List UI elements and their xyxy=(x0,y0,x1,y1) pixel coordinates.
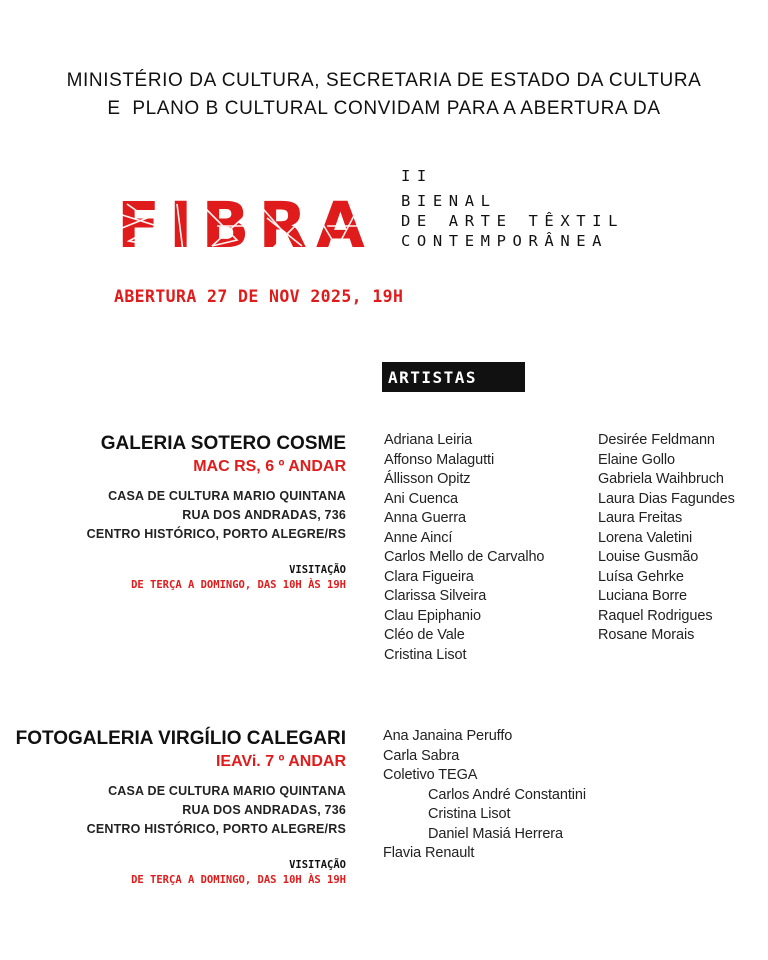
opening-date: ABERTURA 27 DE NOV 2025, 19H xyxy=(114,287,404,306)
venue-name: FOTOGALERIA VIRGÍLIO CALEGARI xyxy=(15,728,346,749)
venue-floor: MAC RS, 6 º ANDAR xyxy=(193,458,346,475)
address-line: RUA DOS ANDRADAS, 736 xyxy=(182,508,346,522)
artist-name: Cristina Lisot xyxy=(384,646,467,663)
collective-member: Daniel Masiá Herrera xyxy=(428,825,563,842)
address-line: CENTRO HISTÓRICO, PORTO ALEGRE/RS xyxy=(86,822,346,836)
visit-label: VISITAÇÃO xyxy=(289,564,346,576)
artist-name: Anna Guerra xyxy=(384,510,466,526)
collective-member: Cristina Lisot xyxy=(428,806,511,822)
artist-name: Raquel Rodrigues xyxy=(598,607,713,624)
artist-name: Clau Epiphanio xyxy=(384,607,481,624)
address-line: CASA DE CULTURA MARIO QUINTANA xyxy=(108,489,346,503)
venue-fotogaleria-virgilio-calegari xyxy=(16,727,346,888)
edition-number: II xyxy=(401,167,433,185)
artist-name: Flavia Renault xyxy=(383,845,475,861)
artist-list-venue-1-col-1 xyxy=(384,431,544,665)
bienal-line-3: CONTEMPORÂNEA xyxy=(401,232,609,250)
artist-name: Gabriela Waihbruch xyxy=(598,471,724,487)
fibra-thread-texture xyxy=(117,189,377,262)
address-line: RUA DOS ANDRADAS, 736 xyxy=(182,803,346,817)
visit-hours: DE TERÇA A DOMINGO, DAS 10H ÀS 19H xyxy=(131,579,346,591)
visit-label: VISITAÇÃO xyxy=(289,859,346,871)
address-line: CASA DE CULTURA MARIO QUINTANA xyxy=(108,784,346,798)
artist-name: Állisson Opitz xyxy=(384,471,471,487)
venue-floor: IEAVi. 7 º ANDAR xyxy=(215,753,346,770)
invitation-text xyxy=(0,67,768,123)
collective-member: Carlos André Constantini xyxy=(428,786,586,803)
artist-name: Affonso Malagutti xyxy=(384,451,495,468)
artist-name: Carlos Mello de Carvalho xyxy=(384,549,545,565)
artist-name: Coletivo TEGA xyxy=(383,767,478,783)
artist-name: Clara Figueira xyxy=(384,568,474,585)
artist-name: Anne Aincí xyxy=(384,529,453,546)
invitation-line-2: E PLANO B CULTURAL CONVIDAM PARA A ABERTURA DA xyxy=(107,98,661,119)
venue-address xyxy=(16,782,346,839)
artist-name: Lorena Valetini xyxy=(598,529,693,546)
fibra-logo xyxy=(117,189,377,262)
artists-heading: ARTISTAS xyxy=(382,362,525,392)
artist-name: Ani Cuenca xyxy=(384,490,458,507)
invitation-line-1: MINISTÉRIO DA CULTURA, SECRETARIA DE ESTADO DA CULTURA xyxy=(66,70,702,91)
artist-name: Cléo de Vale xyxy=(384,627,465,643)
artist-name: Laura Freitas xyxy=(598,510,683,526)
artist-name: Carla Sabra xyxy=(383,747,460,764)
artist-name: Luísa Gehrke xyxy=(598,568,684,585)
visit-hours: DE TERÇA A DOMINGO, DAS 10H ÀS 19H xyxy=(131,874,346,886)
artist-name: Ana Janaina Peruffo xyxy=(383,728,513,744)
venue-address xyxy=(87,487,346,544)
artist-list-venue-1-col-2 xyxy=(598,431,735,646)
artist-list-venue-2 xyxy=(383,727,586,864)
artist-name: Luciana Borre xyxy=(598,588,687,604)
fibra-logo-word: FIBRA xyxy=(117,189,374,262)
artist-name: Laura Dias Fagundes xyxy=(598,490,735,507)
artist-name: Elaine Gollo xyxy=(598,451,675,468)
bienal-line-1: BIENAL xyxy=(401,192,497,210)
address-line: CENTRO HISTÓRICO, PORTO ALEGRE/RS xyxy=(86,527,346,541)
venue-name: GALERIA SOTERO COSME xyxy=(100,433,346,454)
bienal-line-2: DE ARTE TÊXTIL xyxy=(401,212,625,230)
artist-name: Clarissa Silveira xyxy=(384,588,487,604)
artist-name: Rosane Morais xyxy=(598,627,695,643)
artist-name: Desirée Feldmann xyxy=(598,432,715,448)
artist-name: Louise Gusmão xyxy=(598,549,699,565)
venue-galeria-sotero-cosme xyxy=(87,432,346,593)
artist-name: Adriana Leiria xyxy=(384,432,473,448)
